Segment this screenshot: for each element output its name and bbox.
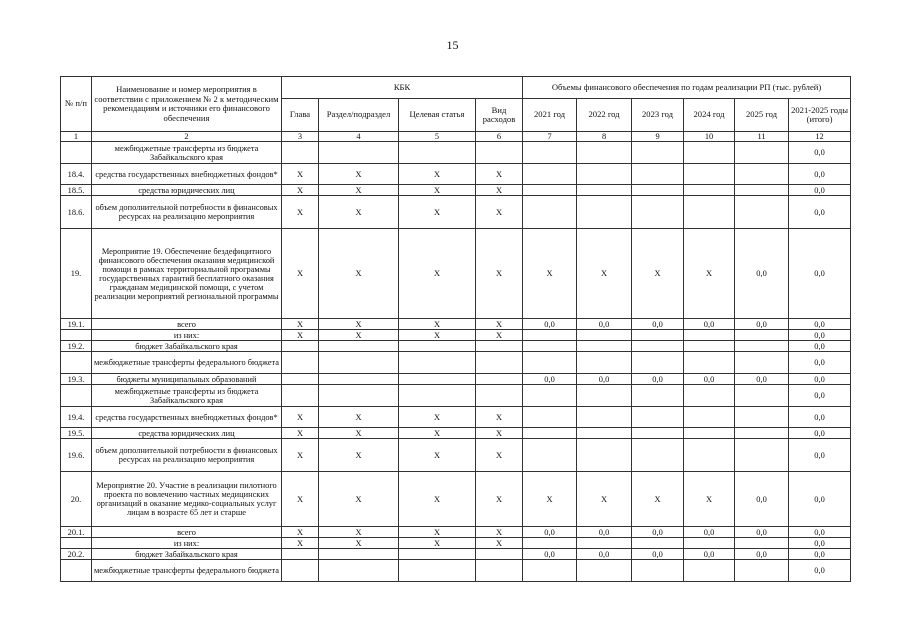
- cell-2021: X: [523, 472, 577, 527]
- table-row: [61, 319, 851, 330]
- cell-vid: [476, 341, 523, 352]
- cell-glava: X: [282, 229, 319, 319]
- cell-celevaya: X: [399, 185, 476, 196]
- row-name: всего: [92, 319, 282, 330]
- cell-celevaya: X: [399, 527, 476, 538]
- row-number: 18.6.: [61, 196, 92, 229]
- cell-2023: [632, 560, 684, 582]
- cell-2022: [577, 352, 632, 374]
- cell-glava: X: [282, 407, 319, 428]
- col-number: 8: [577, 132, 632, 142]
- cell-2021: [523, 330, 577, 341]
- cell-2023: [632, 538, 684, 549]
- cell-2021: [523, 538, 577, 549]
- table-row: [61, 374, 851, 385]
- cell-2025: [735, 341, 789, 352]
- cell-total: 0,0: [789, 352, 851, 374]
- cell-2022: X: [577, 472, 632, 527]
- cell-2024: [684, 407, 735, 428]
- cell-2024: [684, 428, 735, 439]
- table-row: [61, 196, 851, 229]
- cell-vid: X: [476, 330, 523, 341]
- row-name: из них:: [92, 538, 282, 549]
- row-name: всего: [92, 527, 282, 538]
- cell-2023: 0,0: [632, 374, 684, 385]
- cell-razdel: X: [319, 527, 399, 538]
- header-2025: 2025 год: [735, 99, 789, 132]
- cell-celevaya: X: [399, 229, 476, 319]
- cell-2023: [632, 196, 684, 229]
- cell-2023: [632, 330, 684, 341]
- col-number: 5: [399, 132, 476, 142]
- row-name: бюджеты муниципальных образований: [92, 374, 282, 385]
- page-number: 15: [446, 38, 459, 52]
- cell-total: 0,0: [789, 527, 851, 538]
- cell-2023: 0,0: [632, 319, 684, 330]
- cell-celevaya: X: [399, 439, 476, 472]
- row-number: [61, 142, 92, 164]
- cell-total: 0,0: [789, 142, 851, 164]
- row-name: бюджет Забайкальского края: [92, 341, 282, 352]
- cell-2023: X: [632, 229, 684, 319]
- cell-vid: X: [476, 407, 523, 428]
- cell-total: 0,0: [789, 385, 851, 407]
- cell-2022: [577, 385, 632, 407]
- cell-vid: [476, 385, 523, 407]
- cell-vid: [476, 560, 523, 582]
- cell-vid: [476, 142, 523, 164]
- cell-razdel: X: [319, 407, 399, 428]
- cell-vid: X: [476, 185, 523, 196]
- row-name: межбюджетные трансферты из бюджета Забайкальского края: [92, 385, 282, 407]
- cell-glava: [282, 374, 319, 385]
- cell-2021: 0,0: [523, 374, 577, 385]
- cell-2022: [577, 538, 632, 549]
- cell-razdel: X: [319, 229, 399, 319]
- cell-celevaya: [399, 385, 476, 407]
- row-number: [61, 385, 92, 407]
- cell-2023: [632, 341, 684, 352]
- cell-vid: X: [476, 439, 523, 472]
- cell-celevaya: X: [399, 164, 476, 185]
- row-name: средства юридических лиц: [92, 185, 282, 196]
- cell-total: 0,0: [789, 374, 851, 385]
- cell-total: 0,0: [789, 330, 851, 341]
- cell-vid: X: [476, 527, 523, 538]
- cell-2024: [684, 196, 735, 229]
- table-row: [61, 142, 851, 164]
- row-number: 20.: [61, 472, 92, 527]
- cell-2021: [523, 439, 577, 472]
- cell-2022: [577, 142, 632, 164]
- cell-razdel: [319, 341, 399, 352]
- col-number: 11: [735, 132, 789, 142]
- cell-2021: 0,0: [523, 549, 577, 560]
- cell-glava: [282, 385, 319, 407]
- cell-vid: X: [476, 229, 523, 319]
- table-row: [61, 549, 851, 560]
- cell-2025: [735, 538, 789, 549]
- cell-razdel: X: [319, 319, 399, 330]
- cell-2022: [577, 196, 632, 229]
- cell-2021: [523, 407, 577, 428]
- cell-2025: 0,0: [735, 229, 789, 319]
- cell-2024: [684, 341, 735, 352]
- row-name: средства юридических лиц: [92, 428, 282, 439]
- cell-2022: [577, 164, 632, 185]
- funding-table: [60, 76, 851, 582]
- cell-2023: [632, 428, 684, 439]
- cell-celevaya: [399, 549, 476, 560]
- cell-2022: [577, 341, 632, 352]
- row-number: [61, 560, 92, 582]
- cell-total: 0,0: [789, 428, 851, 439]
- cell-glava: X: [282, 527, 319, 538]
- row-name: межбюджетные трансферты из бюджета Забайкальского края: [92, 142, 282, 164]
- cell-2021: [523, 142, 577, 164]
- cell-celevaya: [399, 374, 476, 385]
- row-number: 20.2.: [61, 549, 92, 560]
- cell-glava: X: [282, 196, 319, 229]
- cell-2025: [735, 428, 789, 439]
- cell-2021: [523, 341, 577, 352]
- header-razdel: Раздел/подраздел: [319, 99, 399, 132]
- cell-2022: 0,0: [577, 319, 632, 330]
- cell-razdel: [319, 142, 399, 164]
- cell-glava: X: [282, 185, 319, 196]
- cell-celevaya: [399, 352, 476, 374]
- cell-celevaya: X: [399, 196, 476, 229]
- row-number: 19.2.: [61, 341, 92, 352]
- table-body: [61, 142, 851, 582]
- cell-celevaya: [399, 560, 476, 582]
- cell-glava: X: [282, 472, 319, 527]
- cell-vid: [476, 549, 523, 560]
- cell-2025: [735, 407, 789, 428]
- cell-razdel: X: [319, 164, 399, 185]
- col-number: 12: [789, 132, 851, 142]
- cell-celevaya: X: [399, 472, 476, 527]
- cell-glava: [282, 549, 319, 560]
- cell-2025: [735, 185, 789, 196]
- col-number: 2: [92, 132, 282, 142]
- cell-2022: [577, 330, 632, 341]
- column-number-row: [61, 132, 851, 142]
- cell-razdel: X: [319, 538, 399, 549]
- cell-razdel: X: [319, 439, 399, 472]
- cell-2021: [523, 428, 577, 439]
- cell-celevaya: X: [399, 538, 476, 549]
- row-name: межбюджетные трансферты федерального бюджета: [92, 560, 282, 582]
- cell-2024: [684, 560, 735, 582]
- cell-celevaya: X: [399, 428, 476, 439]
- table-row: [61, 439, 851, 472]
- cell-2025: [735, 196, 789, 229]
- cell-2023: [632, 185, 684, 196]
- row-name: средства государственных внебюджетных фондов*: [92, 164, 282, 185]
- cell-2024: [684, 352, 735, 374]
- cell-razdel: [319, 560, 399, 582]
- row-name: средства государственных внебюджетных фондов*: [92, 407, 282, 428]
- row-number: 19.6.: [61, 439, 92, 472]
- cell-2021: [523, 352, 577, 374]
- header-2023: 2023 год: [632, 99, 684, 132]
- cell-2021: [523, 560, 577, 582]
- table-row: [61, 330, 851, 341]
- cell-glava: [282, 142, 319, 164]
- cell-2024: 0,0: [684, 319, 735, 330]
- cell-glava: X: [282, 538, 319, 549]
- row-number: 18.5.: [61, 185, 92, 196]
- cell-total: 0,0: [789, 341, 851, 352]
- cell-glava: X: [282, 330, 319, 341]
- table-row: [61, 527, 851, 538]
- row-name: Мероприятие 20. Участие в реализации пилотного проекта по вовлечению частных медицинских организаций в оказание медико-социальных услуг лицам в возрасте 65 лет и старше: [92, 472, 282, 527]
- row-name: межбюджетные трансферты федерального бюджета: [92, 352, 282, 374]
- cell-celevaya: [399, 341, 476, 352]
- cell-2024: [684, 142, 735, 164]
- table-row: [61, 407, 851, 428]
- cell-razdel: X: [319, 185, 399, 196]
- cell-2023: [632, 407, 684, 428]
- table-row: [61, 560, 851, 582]
- cell-2022: 0,0: [577, 549, 632, 560]
- cell-vid: [476, 374, 523, 385]
- header-glava: Глава: [282, 99, 319, 132]
- cell-total: 0,0: [789, 185, 851, 196]
- cell-vid: X: [476, 196, 523, 229]
- header-2022: 2022 год: [577, 99, 632, 132]
- cell-2025: [735, 330, 789, 341]
- cell-razdel: [319, 385, 399, 407]
- row-number: 19.: [61, 229, 92, 319]
- cell-razdel: X: [319, 472, 399, 527]
- cell-vid: X: [476, 164, 523, 185]
- cell-2024: 0,0: [684, 549, 735, 560]
- row-name: бюджет Забайкальского края: [92, 549, 282, 560]
- cell-2022: X: [577, 229, 632, 319]
- cell-total: 0,0: [789, 472, 851, 527]
- cell-glava: X: [282, 164, 319, 185]
- cell-2021: [523, 196, 577, 229]
- cell-vid: X: [476, 472, 523, 527]
- header-2021: 2021 год: [523, 99, 577, 132]
- cell-total: 0,0: [789, 439, 851, 472]
- row-number: 18.4.: [61, 164, 92, 185]
- cell-total: 0,0: [789, 549, 851, 560]
- cell-2021: [523, 164, 577, 185]
- cell-2023: [632, 142, 684, 164]
- cell-2024: 0,0: [684, 374, 735, 385]
- cell-2023: [632, 439, 684, 472]
- cell-2025: [735, 164, 789, 185]
- cell-vid: X: [476, 428, 523, 439]
- header-total: 2021-2025 годы (итого): [789, 99, 851, 132]
- cell-2025: [735, 385, 789, 407]
- table-row: [61, 428, 851, 439]
- row-name: объем дополнительной потребности в финансовых ресурсах на реализацию мероприятия: [92, 196, 282, 229]
- cell-2021: X: [523, 229, 577, 319]
- cell-glava: X: [282, 319, 319, 330]
- cell-total: 0,0: [789, 538, 851, 549]
- cell-2022: 0,0: [577, 527, 632, 538]
- cell-2021: [523, 385, 577, 407]
- cell-2022: [577, 407, 632, 428]
- row-number: 20.1.: [61, 527, 92, 538]
- cell-glava: [282, 341, 319, 352]
- cell-2023: [632, 352, 684, 374]
- row-number: 19.3.: [61, 374, 92, 385]
- cell-glava: [282, 560, 319, 582]
- row-number: 19.4.: [61, 407, 92, 428]
- header-num: № п/п: [61, 77, 92, 132]
- row-number: [61, 330, 92, 341]
- cell-celevaya: X: [399, 407, 476, 428]
- header-celevaya: Целевая статья: [399, 99, 476, 132]
- cell-celevaya: X: [399, 330, 476, 341]
- cell-2024: [684, 164, 735, 185]
- col-number: 1: [61, 132, 92, 142]
- cell-2024: [684, 538, 735, 549]
- cell-2025: [735, 560, 789, 582]
- row-number: 19.5.: [61, 428, 92, 439]
- table-row: [61, 538, 851, 549]
- table-row: [61, 164, 851, 185]
- cell-2023: [632, 385, 684, 407]
- row-number: [61, 352, 92, 374]
- row-number: 19.1.: [61, 319, 92, 330]
- cell-glava: X: [282, 428, 319, 439]
- cell-2025: 0,0: [735, 527, 789, 538]
- row-name: из них:: [92, 330, 282, 341]
- cell-total: 0,0: [789, 229, 851, 319]
- cell-2025: 0,0: [735, 472, 789, 527]
- cell-2023: 0,0: [632, 527, 684, 538]
- cell-2022: [577, 439, 632, 472]
- cell-2025: [735, 142, 789, 164]
- col-number: 4: [319, 132, 399, 142]
- cell-2024: [684, 330, 735, 341]
- row-number: [61, 538, 92, 549]
- cell-2023: 0,0: [632, 549, 684, 560]
- cell-glava: [282, 352, 319, 374]
- row-name: Мероприятие 19. Обеспечение бездефицитного финансового обеспечения оказания медицинской помощи в рамках территориальной программы государственных гарантий бесплатного оказания гражданам медицинской помощи, с учетом реализации мероприятий региональной программы: [92, 229, 282, 319]
- cell-2023: [632, 164, 684, 185]
- cell-2022: [577, 560, 632, 582]
- cell-2021: 0,0: [523, 527, 577, 538]
- col-number: 3: [282, 132, 319, 142]
- cell-2024: 0,0: [684, 527, 735, 538]
- table-row: [61, 352, 851, 374]
- table-row: [61, 185, 851, 196]
- cell-2024: X: [684, 229, 735, 319]
- table-row: [61, 385, 851, 407]
- cell-vid: [476, 352, 523, 374]
- col-number: 6: [476, 132, 523, 142]
- cell-total: 0,0: [789, 319, 851, 330]
- cell-glava: X: [282, 439, 319, 472]
- cell-2021: [523, 185, 577, 196]
- cell-total: 0,0: [789, 560, 851, 582]
- cell-total: 0,0: [789, 196, 851, 229]
- cell-2024: [684, 185, 735, 196]
- cell-2025: 0,0: [735, 319, 789, 330]
- cell-razdel: X: [319, 196, 399, 229]
- header-2024: 2024 год: [684, 99, 735, 132]
- cell-2024: [684, 439, 735, 472]
- table-row: [61, 229, 851, 319]
- cell-2021: 0,0: [523, 319, 577, 330]
- cell-2025: [735, 352, 789, 374]
- cell-vid: X: [476, 538, 523, 549]
- col-number: 10: [684, 132, 735, 142]
- header-kbk: КБК: [282, 77, 523, 99]
- col-number: 9: [632, 132, 684, 142]
- cell-razdel: [319, 374, 399, 385]
- cell-razdel: [319, 549, 399, 560]
- col-number: 7: [523, 132, 577, 142]
- table-row: [61, 341, 851, 352]
- header-funding: Объемы финансового обеспечения по годам реализации РП (тыс. рублей): [523, 77, 851, 99]
- cell-celevaya: [399, 142, 476, 164]
- cell-2025: 0,0: [735, 549, 789, 560]
- cell-vid: X: [476, 319, 523, 330]
- cell-razdel: X: [319, 330, 399, 341]
- cell-razdel: X: [319, 428, 399, 439]
- cell-total: 0,0: [789, 164, 851, 185]
- cell-celevaya: X: [399, 319, 476, 330]
- header-name: Наименование и номер мероприятия в соответствии с приложением № 2 к методическим рекомендациям и источники его финансового обеспечения: [92, 77, 282, 132]
- row-name: объем дополнительной потребности в финансовых ресурсах на реализацию мероприятия: [92, 439, 282, 472]
- table-row: [61, 472, 851, 527]
- cell-2022: 0,0: [577, 374, 632, 385]
- header-vid: Вид расходов: [476, 99, 523, 132]
- cell-2023: X: [632, 472, 684, 527]
- cell-2022: [577, 428, 632, 439]
- cell-razdel: [319, 352, 399, 374]
- cell-2025: 0,0: [735, 374, 789, 385]
- cell-total: 0,0: [789, 407, 851, 428]
- cell-2022: [577, 185, 632, 196]
- cell-2024: [684, 385, 735, 407]
- cell-2024: X: [684, 472, 735, 527]
- cell-2025: [735, 439, 789, 472]
